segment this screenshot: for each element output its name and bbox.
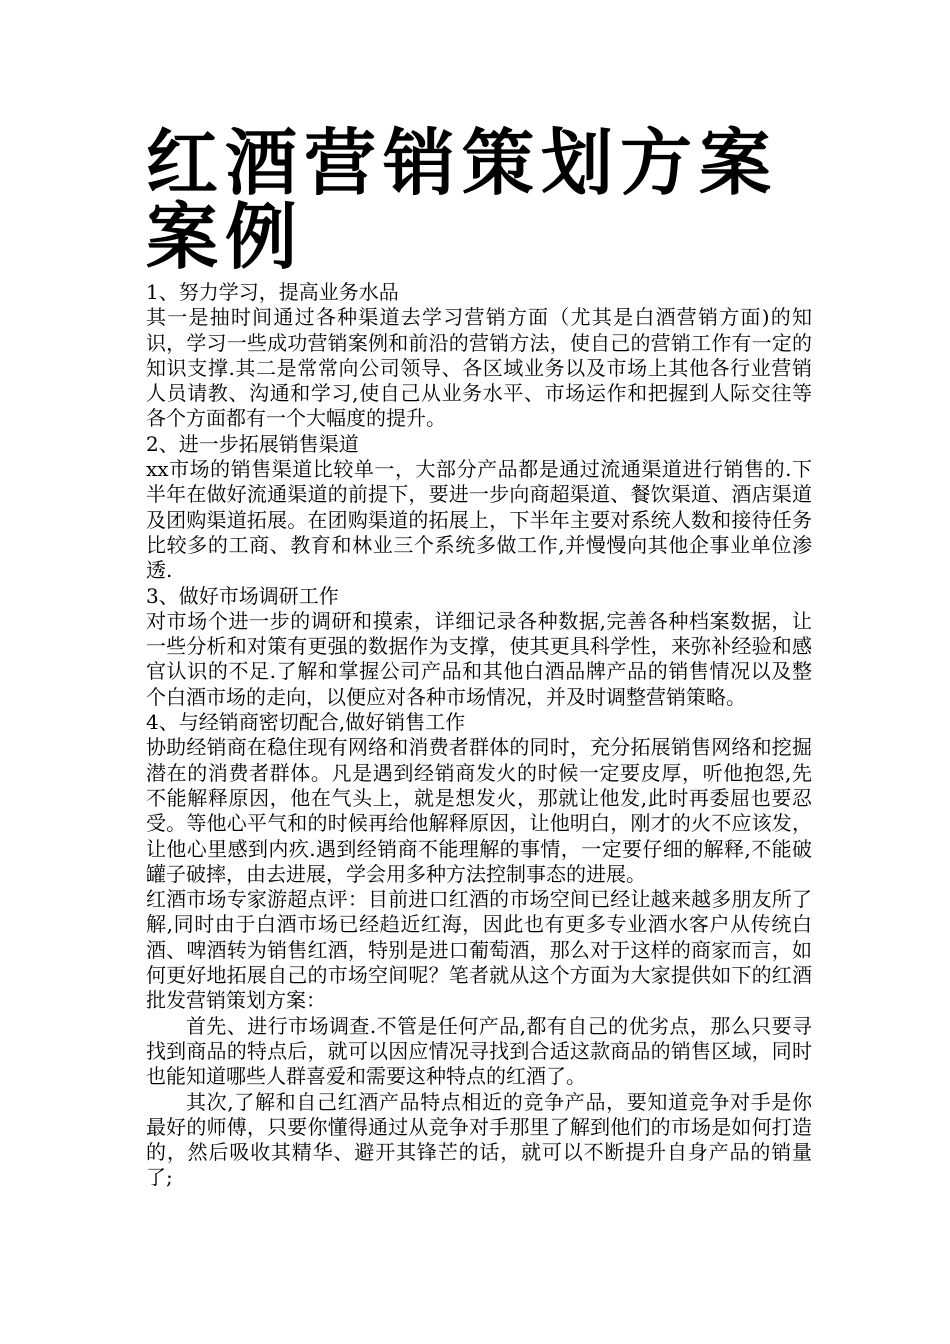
section-heading-4: 4、与经销商密切配合,做好销售工作	[146, 710, 466, 735]
document-title: 红酒营销策划方案案例	[146, 121, 779, 279]
expert-commentary-paragraph: 红酒市场专家游超点评：目前进口红酒的市场空间已经让越来越多朋友所了解,同时由于白酒市场已经趋近红海，因此也有更多专业酒水客户从传统白酒、啤酒转为销售红酒，特别是进口葡萄酒，那么对于这样的商家而言，如何更好地拓展自己的市场空间呢？笔者就从这个方面为大家提供如下的红酒批发营销策划方案：	[146, 887, 812, 1013]
section-heading-1: 1、努力学习，提高业务水品	[146, 280, 399, 304]
first-step-paragraph: 首先、进行市场调查.不管是任何产品,都有自己的优劣点，那么只要寻找到商品的特点后，就可以因应情况寻找到合适这款商品的销售区域，同时也能知道哪些人群喜爱和需要这种特点的红酒了。	[146, 1013, 812, 1089]
document-page	[146, 121, 812, 1191]
section-paragraph-2: xx市场的销售渠道比较单一，大部分产品都是通过流通渠道进行销售的.下半年在做好流通渠道的前提下，要进一步向商超渠道、餐饮渠道、酒店渠道及团购渠道拓展。在团购渠道的拓展上，下半年主要对系统人数和接待任务比较多的工商、教育和林业三个系统多做工作,并慢慢向其他企事业单位渗透.	[146, 457, 812, 583]
second-step-paragraph: 其次,了解和自己红酒产品特点相近的竞争产品，要知道竞争对手是你最好的师傅，只要你懂得通过从竞争对手那里了解到他们的市场是如何打造的，然后吸收其精华、避开其锋芒的话，就可以不断提升自身产品的销量了;	[146, 1089, 812, 1190]
section-paragraph-3: 对市场个进一步的调研和摸索，详细记录各种数据,完善各种档案数据，让一些分析和对策有更强的数据作为支撑，使其更具科学性，来弥补经验和感官认识的不足.了解和掌握公司产品和其他白酒品牌产品的销售情况以及整个白酒市场的走向，以便应对各种市场情况，并及时调整营销策略。	[146, 608, 812, 709]
section-heading-3: 3、做好市场调研工作	[146, 583, 339, 608]
section-paragraph-1: 其一是抽时间通过各种渠道去学习营销方面（尤其是白酒营销方面)的知识，学习一些成功营销案例和前沿的营销方法，使自己的营销工作有一定的知识支撑.其二是常常向公司领导、各区域业务以及市场上其他各行业营销人员请教、沟通和学习,使自己从业务水平、市场运作和把握到人际交往等各个方面都有一个大幅度的提升。	[146, 305, 812, 431]
section-heading-2: 2、进一步拓展销售渠道	[146, 431, 359, 456]
section-paragraph-4: 协助经销商在稳住现有网络和消费者群体的同时，充分拓展销售网络和挖掘潜在的消费者群体。凡是遇到经销商发火的时候一定要皮厚，听他抱怨,先不能解释原因，他在气头上，就是想发火，那就让他发,此时再委屈也要忍受。等他心平气和的时候再给他解释原因，让他明白，刚才的火不应该发，让他心里感到内疚.遇到经销商不能理解的事情，一定要仔细的解释,不能破罐子破摔，由去进展，学会用多种方法控制事态的进展。	[146, 735, 812, 886]
document-body	[146, 280, 812, 1191]
